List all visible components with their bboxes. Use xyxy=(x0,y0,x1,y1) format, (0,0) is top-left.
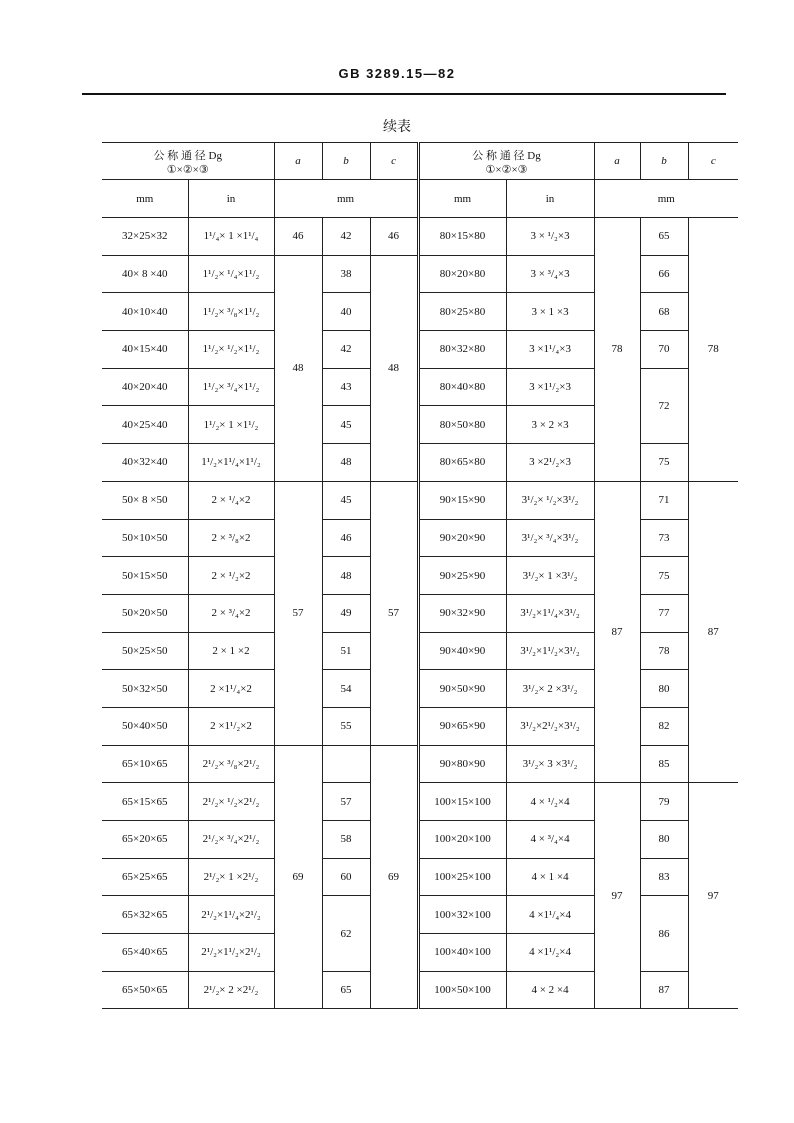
left-b: 38 xyxy=(322,255,370,293)
left-dg-mm: 50×32×50 xyxy=(102,670,188,708)
left-b: 42 xyxy=(322,218,370,256)
left-b: 58 xyxy=(322,821,370,859)
left-b: 60 xyxy=(322,858,370,896)
table-caption: 续表 xyxy=(383,120,411,135)
left-b xyxy=(322,745,370,783)
col-c-header: c xyxy=(370,143,418,180)
right-dg-in: 3 ×1¹/₄×3 xyxy=(506,331,594,369)
right-dg-in: 3¹/₂×1¹/₂×3¹/₂ xyxy=(506,632,594,670)
left-dg-in: 2 × ³/₈×2 xyxy=(188,519,274,557)
right-dg-in: 3 × 2 ×3 xyxy=(506,406,594,444)
unit-in: in xyxy=(506,180,594,218)
left-dg-in: 1¹/₂× ³/₈×1¹/₂ xyxy=(188,293,274,331)
right-b: 72 xyxy=(640,368,688,443)
left-dg-mm: 40×25×40 xyxy=(102,406,188,444)
col-a-header: a xyxy=(274,143,322,180)
right-b: 73 xyxy=(640,519,688,557)
left-dg-in: 2 ×1¹/₂×2 xyxy=(188,707,274,745)
left-a: 46 xyxy=(274,218,322,256)
left-dg-in: 2 × ¹/₄×2 xyxy=(188,481,274,519)
right-dg-in: 3 ×1¹/₂×3 xyxy=(506,368,594,406)
right-b: 65 xyxy=(640,218,688,256)
left-dg-mm: 40× 8 ×40 xyxy=(102,255,188,293)
left-b: 57 xyxy=(322,783,370,821)
left-b: 43 xyxy=(322,368,370,406)
right-c: 97 xyxy=(688,783,738,1009)
left-a: 48 xyxy=(274,255,322,481)
left-dg-mm: 65×15×65 xyxy=(102,783,188,821)
right-dg-mm: 100×20×100 xyxy=(418,821,506,859)
table-body xyxy=(102,218,738,1009)
left-dg-mm: 65×25×65 xyxy=(102,858,188,896)
right-dg-in: 3¹/₂×2¹/₂×3¹/₂ xyxy=(506,707,594,745)
left-dg-mm: 40×32×40 xyxy=(102,444,188,482)
left-dg-mm: 50×25×50 xyxy=(102,632,188,670)
left-c: 57 xyxy=(370,481,418,745)
left-a: 57 xyxy=(274,481,322,745)
right-c: 78 xyxy=(688,218,738,482)
left-dg-mm: 65×20×65 xyxy=(102,821,188,859)
right-dg-in: 4 × 1 ×4 xyxy=(506,858,594,896)
left-dg-mm: 50×20×50 xyxy=(102,594,188,632)
left-dg-mm: 50× 8 ×50 xyxy=(102,481,188,519)
right-a: 87 xyxy=(594,481,640,783)
right-b: 68 xyxy=(640,293,688,331)
unit-mm: mm xyxy=(274,180,418,218)
right-dg-in: 3 × ³/₄×3 xyxy=(506,255,594,293)
right-dg-mm: 80×50×80 xyxy=(418,406,506,444)
left-dg-in: 2¹/₂× 2 ×2¹/₂ xyxy=(188,971,274,1009)
left-dg-mm: 40×15×40 xyxy=(102,331,188,369)
left-b: 48 xyxy=(322,444,370,482)
right-dg-in: 3¹/₂×1¹/₄×3¹/₂ xyxy=(506,594,594,632)
col-a-header: a xyxy=(594,143,640,180)
right-b: 79 xyxy=(640,783,688,821)
dg-subtitle: ①×②×③ xyxy=(166,163,209,176)
right-dg-mm: 90×65×90 xyxy=(418,707,506,745)
right-dg-mm: 100×50×100 xyxy=(418,971,506,1009)
right-dg-in: 3 × 1 ×3 xyxy=(506,293,594,331)
left-dg-mm: 65×40×65 xyxy=(102,934,188,972)
right-b: 77 xyxy=(640,594,688,632)
table-row xyxy=(102,670,738,708)
left-b: 45 xyxy=(322,481,370,519)
table-row xyxy=(102,255,738,293)
unit-in: in xyxy=(188,180,274,218)
right-dg-in: 4 × ³/₄×4 xyxy=(506,821,594,859)
left-b: 62 xyxy=(322,896,370,971)
right-dg-mm: 90×80×90 xyxy=(418,745,506,783)
right-a: 78 xyxy=(594,218,640,482)
right-dg-in: 3¹/₂× 3 ×3¹/₂ xyxy=(506,745,594,783)
right-b: 86 xyxy=(640,896,688,971)
right-dg-in: 3 × ¹/₂×3 xyxy=(506,218,594,256)
right-dg-mm: 90×20×90 xyxy=(418,519,506,557)
left-dg-in: 2¹/₂× 1 ×2¹/₂ xyxy=(188,858,274,896)
standard-code: GB 3289.15—82 xyxy=(338,66,456,81)
left-c: 46 xyxy=(370,218,418,256)
right-dg-in: 4 × ¹/₂×4 xyxy=(506,783,594,821)
col-b-header: b xyxy=(640,143,688,180)
col-b-header: b xyxy=(322,143,370,180)
right-dg-in: 4 ×1¹/₄×4 xyxy=(506,896,594,934)
unit-mm: mm xyxy=(594,180,738,218)
left-dg-header xyxy=(102,143,274,180)
left-b: 48 xyxy=(322,557,370,595)
right-b: 87 xyxy=(640,971,688,1009)
left-dg-in: 2 × 1 ×2 xyxy=(188,632,274,670)
table-row xyxy=(102,896,738,934)
right-dg-mm: 90×15×90 xyxy=(418,481,506,519)
right-dg-mm: 80×20×80 xyxy=(418,255,506,293)
table-row xyxy=(102,481,738,519)
left-dg-mm: 65×10×65 xyxy=(102,745,188,783)
table-row xyxy=(102,293,738,331)
dg-subtitle: ①×②×③ xyxy=(485,163,528,176)
left-dg-in: 2¹/₂× ¹/₂×2¹/₂ xyxy=(188,783,274,821)
right-b: 82 xyxy=(640,707,688,745)
left-dg-in: 2¹/₂×1¹/₂×2¹/₂ xyxy=(188,934,274,972)
left-dg-in: 1¹/₂× ¹/₂×1¹/₂ xyxy=(188,331,274,369)
right-dg-mm: 100×15×100 xyxy=(418,783,506,821)
unit-mm: mm xyxy=(418,180,506,218)
left-b: 55 xyxy=(322,707,370,745)
dg-title: 公 称 通 径 Dg xyxy=(153,149,222,162)
left-c: 48 xyxy=(370,255,418,481)
right-dg-mm: 100×40×100 xyxy=(418,934,506,972)
right-dg-mm: 100×32×100 xyxy=(418,896,506,934)
left-dg-mm: 50×15×50 xyxy=(102,557,188,595)
right-c: 87 xyxy=(688,481,738,783)
left-dg-in: 1¹/₂× 1 ×1¹/₂ xyxy=(188,406,274,444)
right-b: 66 xyxy=(640,255,688,293)
right-b: 71 xyxy=(640,481,688,519)
table-row xyxy=(102,594,738,632)
left-dg-mm: 65×50×65 xyxy=(102,971,188,1009)
dimension-table xyxy=(102,142,738,1009)
right-dg-mm: 80×40×80 xyxy=(418,368,506,406)
table-row xyxy=(102,632,738,670)
left-dg-in: 1¹/₂× ¹/₄×1¹/₂ xyxy=(188,255,274,293)
left-dg-in: 2 ×1¹/₄×2 xyxy=(188,670,274,708)
right-dg-in: 3¹/₂× ³/₄×3¹/₂ xyxy=(506,519,594,557)
right-dg-mm: 100×25×100 xyxy=(418,858,506,896)
right-dg-in: 4 ×1¹/₂×4 xyxy=(506,934,594,972)
table-row xyxy=(102,519,738,557)
right-b: 78 xyxy=(640,632,688,670)
right-b: 80 xyxy=(640,821,688,859)
right-dg-in: 4 × 2 ×4 xyxy=(506,971,594,1009)
left-b: 45 xyxy=(322,406,370,444)
left-dg-mm: 40×10×40 xyxy=(102,293,188,331)
left-c: 69 xyxy=(370,745,418,1009)
left-dg-mm: 40×20×40 xyxy=(102,368,188,406)
left-a: 69 xyxy=(274,745,322,1009)
left-dg-mm: 32×25×32 xyxy=(102,218,188,256)
right-dg-in: 3¹/₂× 2 ×3¹/₂ xyxy=(506,670,594,708)
table-row xyxy=(102,858,738,896)
left-dg-in: 1¹/₄× 1 ×1¹/₄ xyxy=(188,218,274,256)
right-dg-mm: 80×65×80 xyxy=(418,444,506,482)
table-row xyxy=(102,218,738,256)
table-row xyxy=(102,707,738,745)
left-dg-in: 2 × ¹/₂×2 xyxy=(188,557,274,595)
header-rule xyxy=(82,93,726,95)
table-row xyxy=(102,821,738,859)
left-b: 40 xyxy=(322,293,370,331)
right-dg-in: 3¹/₂× 1 ×3¹/₂ xyxy=(506,557,594,595)
right-dg-mm: 80×32×80 xyxy=(418,331,506,369)
left-b: 42 xyxy=(322,331,370,369)
right-dg-mm: 80×15×80 xyxy=(418,218,506,256)
table-row xyxy=(102,557,738,595)
right-dg-mm: 90×40×90 xyxy=(418,632,506,670)
right-a: 97 xyxy=(594,783,640,1009)
left-b: 65 xyxy=(322,971,370,1009)
left-b: 46 xyxy=(322,519,370,557)
left-dg-mm: 65×32×65 xyxy=(102,896,188,934)
col-c-header: c xyxy=(688,143,738,180)
left-dg-in: 2 × ³/₄×2 xyxy=(188,594,274,632)
right-dg-mm: 90×25×90 xyxy=(418,557,506,595)
right-b: 80 xyxy=(640,670,688,708)
right-dg-header xyxy=(418,143,594,180)
left-dg-mm: 50×10×50 xyxy=(102,519,188,557)
table-row xyxy=(102,444,738,482)
left-b: 49 xyxy=(322,594,370,632)
right-b: 70 xyxy=(640,331,688,369)
left-dg-in: 1¹/₂× ³/₄×1¹/₂ xyxy=(188,368,274,406)
right-b: 75 xyxy=(640,557,688,595)
right-dg-mm: 90×50×90 xyxy=(418,670,506,708)
right-dg-in: 3¹/₂× ¹/₂×3¹/₂ xyxy=(506,481,594,519)
right-b: 75 xyxy=(640,444,688,482)
left-dg-in: 2¹/₂× ³/₈×2¹/₂ xyxy=(188,745,274,783)
right-b: 85 xyxy=(640,745,688,783)
left-dg-in: 2¹/₂× ³/₄×2¹/₂ xyxy=(188,821,274,859)
left-b: 54 xyxy=(322,670,370,708)
table-row xyxy=(102,971,738,1009)
right-dg-mm: 90×32×90 xyxy=(418,594,506,632)
table-row xyxy=(102,745,738,783)
right-dg-in: 3 ×2¹/₂×3 xyxy=(506,444,594,482)
table-row xyxy=(102,368,738,406)
dg-title: 公 称 通 径 Dg xyxy=(472,149,541,162)
left-b: 51 xyxy=(322,632,370,670)
left-dg-in: 1¹/₂×1¹/₄×1¹/₂ xyxy=(188,444,274,482)
right-dg-mm: 80×25×80 xyxy=(418,293,506,331)
left-dg-in: 2¹/₂×1¹/₄×2¹/₂ xyxy=(188,896,274,934)
unit-mm: mm xyxy=(102,180,188,218)
right-b: 83 xyxy=(640,858,688,896)
table-row xyxy=(102,331,738,369)
table-row xyxy=(102,783,738,821)
left-dg-mm: 50×40×50 xyxy=(102,707,188,745)
